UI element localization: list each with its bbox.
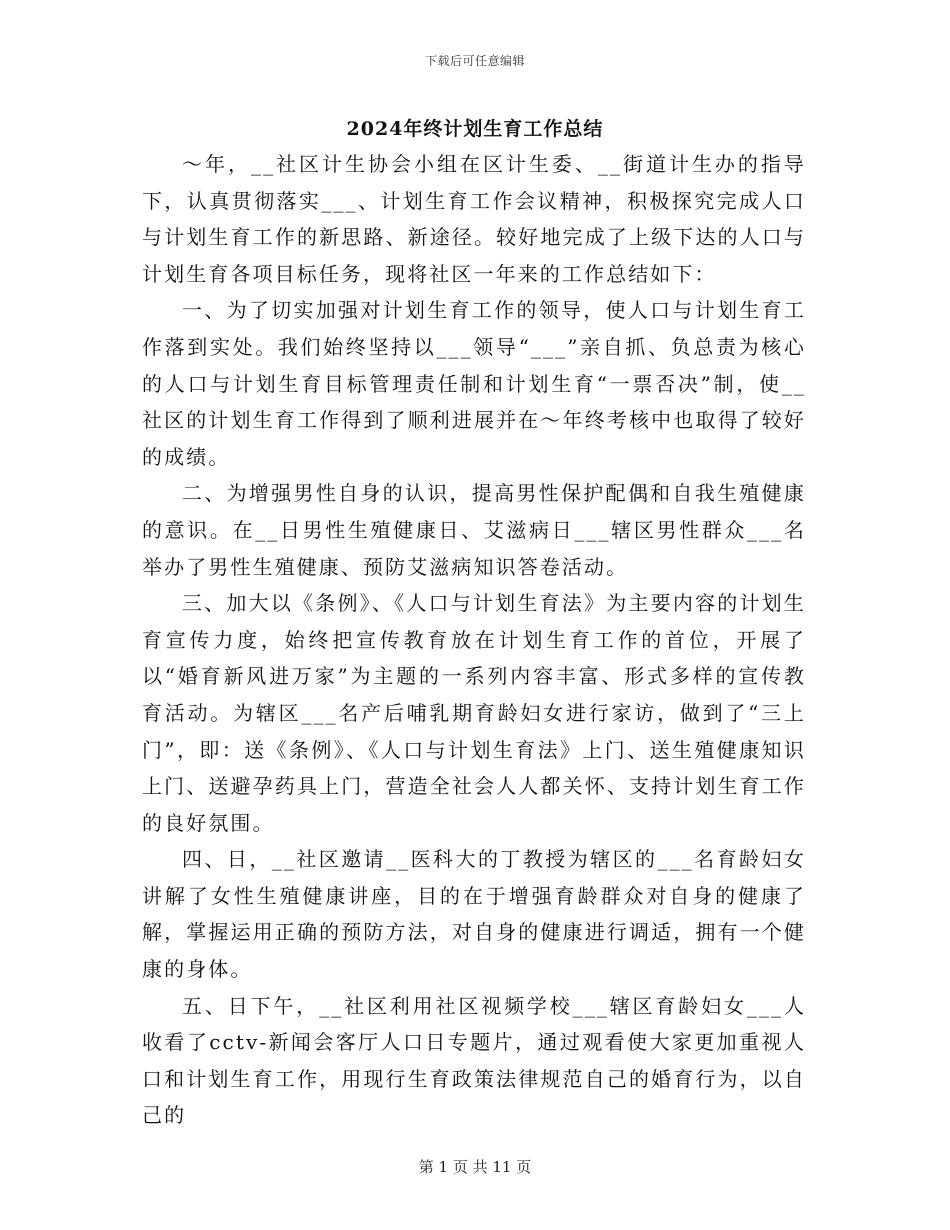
document-title: 2024年终计划生育工作总结 bbox=[346, 118, 604, 140]
paragraph-intro: ～年，__社区计生协会小组在区计生委、__街道计生办的指导下，认真贯彻落实___、计划生育工作会议精神，积极探究完成人口与计划生育工作的新思路、新途径。较好地完成了上级下达的人口与计划生育各项目标任务，现将社区一年来的工作总结如下： bbox=[142, 152, 806, 286]
paragraph-3: 三、加大以《条例》、《人口与计划生育法》为主要内容的计划生育宣传力度，始终把宣传教育放在计划生育工作的首位，开展了以“婚育新风进万家”为主题的一系列内容丰富、形式多样的宣传教育活动。为辖区___名产后哺乳期育龄妇女进行家访，做到了“三上门”，即：送《条例》、《人口与计划生育法》上门、送生殖健康知识上门、送避孕药具上门，营造全社会人人都关怀、支持计划生育工作的良好氛围。 bbox=[142, 591, 806, 835]
paragraph-1: 一、为了切实加强对计划生育工作的领导，使人口与计划生育工作落到实处。我们始终坚持以___领导“___”亲自抓、负总责为核心的人口与计划生育目标管理责任制和计划生育“一票否决”制，使__社区的计划生育工作得到了顺利进展并在～年终考核中也取得了较好的成绩。 bbox=[142, 298, 806, 469]
paragraph-5: 五、日下午，__社区利用社区视频学校___辖区育龄妇女___人收看了cctv-新闻会客厅人口日专题片，通过观看使大家更加重视人口和计划生育工作，用现行生育政策法律规范自己的婚育行为，以自己的 bbox=[142, 993, 806, 1128]
document-body bbox=[142, 146, 806, 1134]
header-note: 下载后可任意编辑 bbox=[424, 54, 525, 68]
paragraph-2: 二、为增强男性自身的认识，提高男性保护配偶和自我生殖健康的意识。在__日男性生殖健康日、艾滋病日___辖区男性群众___名举办了男性生殖健康、预防艾滋病知识答卷活动。 bbox=[142, 481, 806, 579]
paragraph-4: 四、日，__社区邀请__医科大的丁教授为辖区的___名育龄妇女讲解了女性生殖健康讲座，目的在于增强育龄群众对自身的健康了解，掌握运用正确的预防方法，对自身的健康进行调适，拥有一个健康的身体。 bbox=[142, 847, 806, 982]
page-number: 第 1 页 共 11 页 bbox=[418, 1158, 532, 1176]
